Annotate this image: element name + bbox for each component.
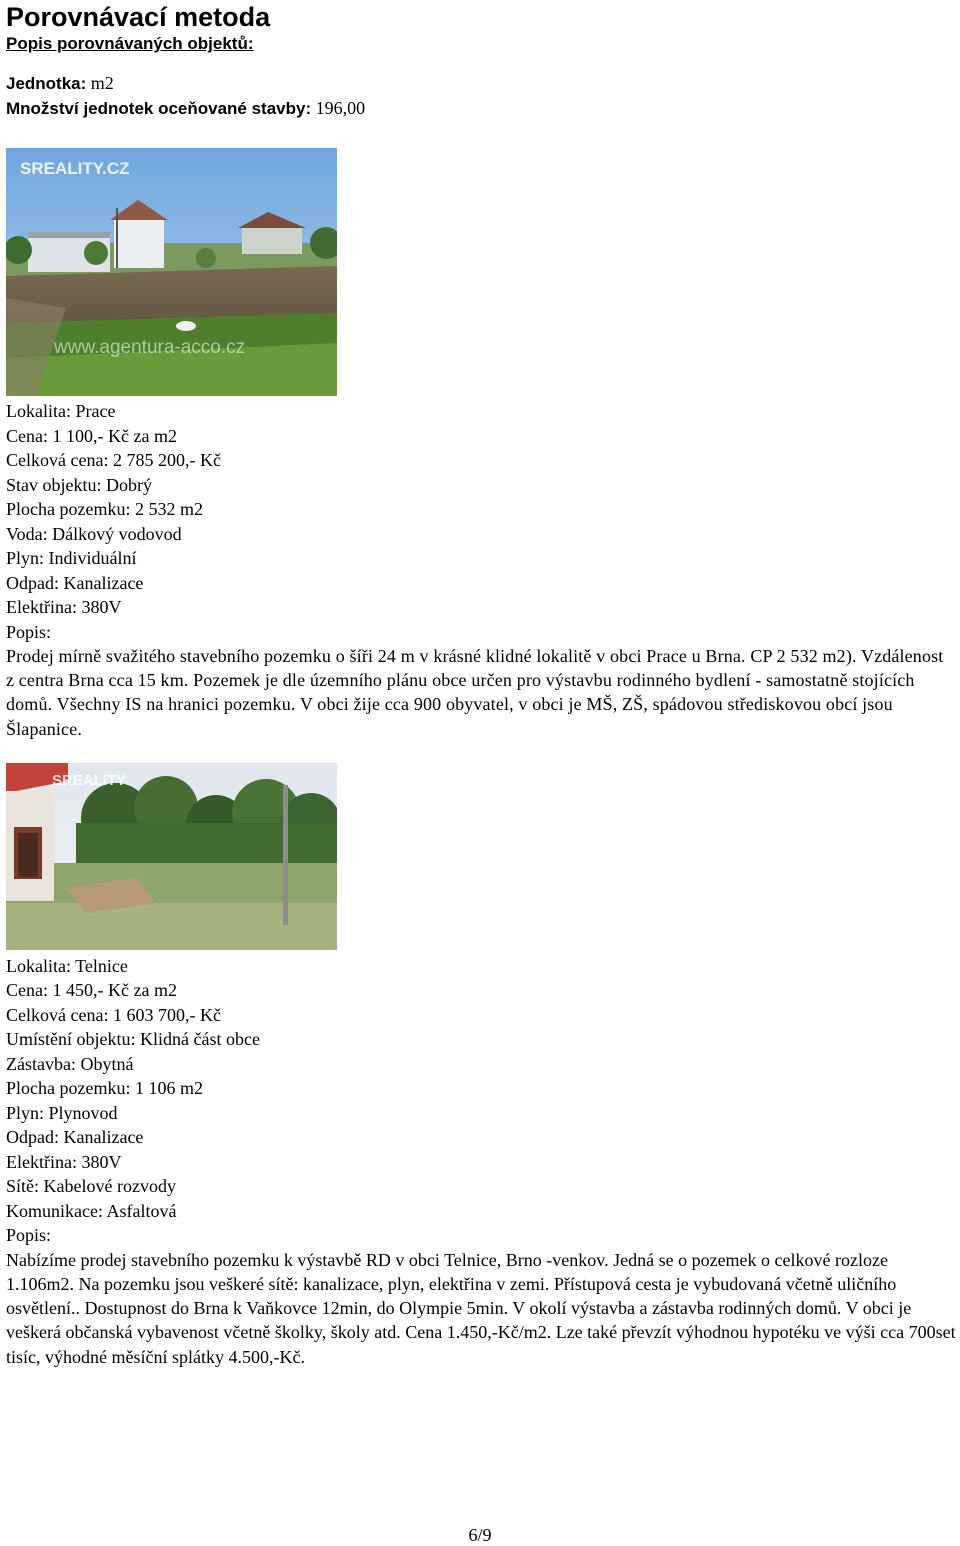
object-1-line: Voda: Dálkový vodovod <box>6 523 182 544</box>
object-1-line: Plocha pozemku: 2 532 m2 <box>6 499 203 519</box>
unit-row <box>6 71 956 96</box>
object-1-description: Prodej mírně svažitého stavebního pozemku o šíři 24 m v krásné klidné lokalitě v obci Prace u Brna. CP 2 532 m2). Vzdálenost z centra Brna cca 15 km. Pozemek je dle územního plánu obce určen pro výstavbu rodinného bydlení - samostatně stojících domů. Všechny IS na hranici pozemku. V obci žije cca 900 obyvatel, v obci je MŠ, ZŠ, spádovou střediskovou obcí jsou Šlapanice. <box>6 646 944 739</box>
object-1-line: Cena: 1 100,- Kč za m2 <box>6 425 177 446</box>
object-2-line: Sítě: Kabelové rozvody <box>6 1176 176 1197</box>
unit-value: m2 <box>90 73 114 93</box>
object-1 <box>6 148 956 741</box>
object-2-line: Plyn: Plynovod <box>6 1102 118 1123</box>
page-title: Porovnávací metoda <box>6 2 271 32</box>
object-2-watermark-top: SREALITY <box>52 771 127 789</box>
quantity-value: 196,00 <box>315 98 366 118</box>
page-number: 6/9 <box>468 1525 492 1545</box>
object-2-description: Nabízíme prodej stavebního pozemku k výstavbě RD v obci Telnice, Brno -venkov. Jedná se o pozemek o celkové rozloze 1.106m2. Na pozemku jsou veškeré sítě: kanalizace, plyn, elektřina v zemi. Přístupová cesta je vybudovaná včetně uličního osvětlení.. Dostupnost do Brna k Vaňkovce 12min, do Olympie 5min. V okolí výstavba a zástavba rodinných domů. V obci je veškerá občanská vybavenost včetně školky, školy atd. Cena 1.450,-Kč/m2. Lze také převzít výhodnou hypotéku ve výši cca 700set tisíc, výhodné měsíční splátky 4.500,-Kč. <box>6 1249 956 1367</box>
quantity-label: Množství jednotek oceňované stavby: <box>6 99 312 118</box>
object-2-line: Odpad: Kanalizace <box>6 1127 144 1148</box>
object-2-line: Umístění objektu: Klidná část obce <box>6 1029 260 1050</box>
object-1-watermark-bottom: www.agentura-acco.cz <box>54 337 246 358</box>
object-2 <box>6 763 956 1369</box>
object-1-line: Odpad: Kanalizace <box>6 572 144 593</box>
object-2-line: Lokalita: Telnice <box>6 955 128 976</box>
page-subtitle: Popis porovnávaných objektů: <box>6 34 254 53</box>
object-2-line: Popis: <box>6 1225 52 1246</box>
object-1-line: Elektřina: 380V <box>6 597 122 617</box>
object-1-line: Lokalita: Prace <box>6 401 116 421</box>
object-2-photo-image <box>6 763 337 950</box>
object-2-line: Plocha pozemku: 1 106 m2 <box>6 1078 203 1099</box>
object-2-photo <box>6 763 337 950</box>
object-1-watermark-top: SREALITY.CZ <box>20 159 130 178</box>
object-1-details <box>6 399 956 644</box>
object-2-details <box>6 954 956 1248</box>
object-1-line: Plyn: Individuální <box>6 548 137 568</box>
object-2-line: Zástavba: Obytná <box>6 1053 134 1074</box>
quantity-row <box>6 96 956 121</box>
object-2-line: Komunikace: Asfaltová <box>6 1200 177 1221</box>
object-1-line: Stav objektu: Dobrý <box>6 474 152 495</box>
object-1-photo <box>6 148 337 396</box>
unit-label: Jednotka: <box>6 74 87 93</box>
object-1-photo-image <box>6 148 337 396</box>
object-1-line: Popis: <box>6 621 52 642</box>
object-2-line: Cena: 1 450,- Kč za m2 <box>6 980 177 1001</box>
document-page <box>6 0 956 1369</box>
meta-block <box>6 71 956 121</box>
object-2-line: Elektřina: 380V <box>6 1151 122 1172</box>
object-2-line: Celková cena: 1 603 700,- Kč <box>6 1004 221 1025</box>
object-1-line: Celková cena: 2 785 200,- Kč <box>6 450 221 470</box>
